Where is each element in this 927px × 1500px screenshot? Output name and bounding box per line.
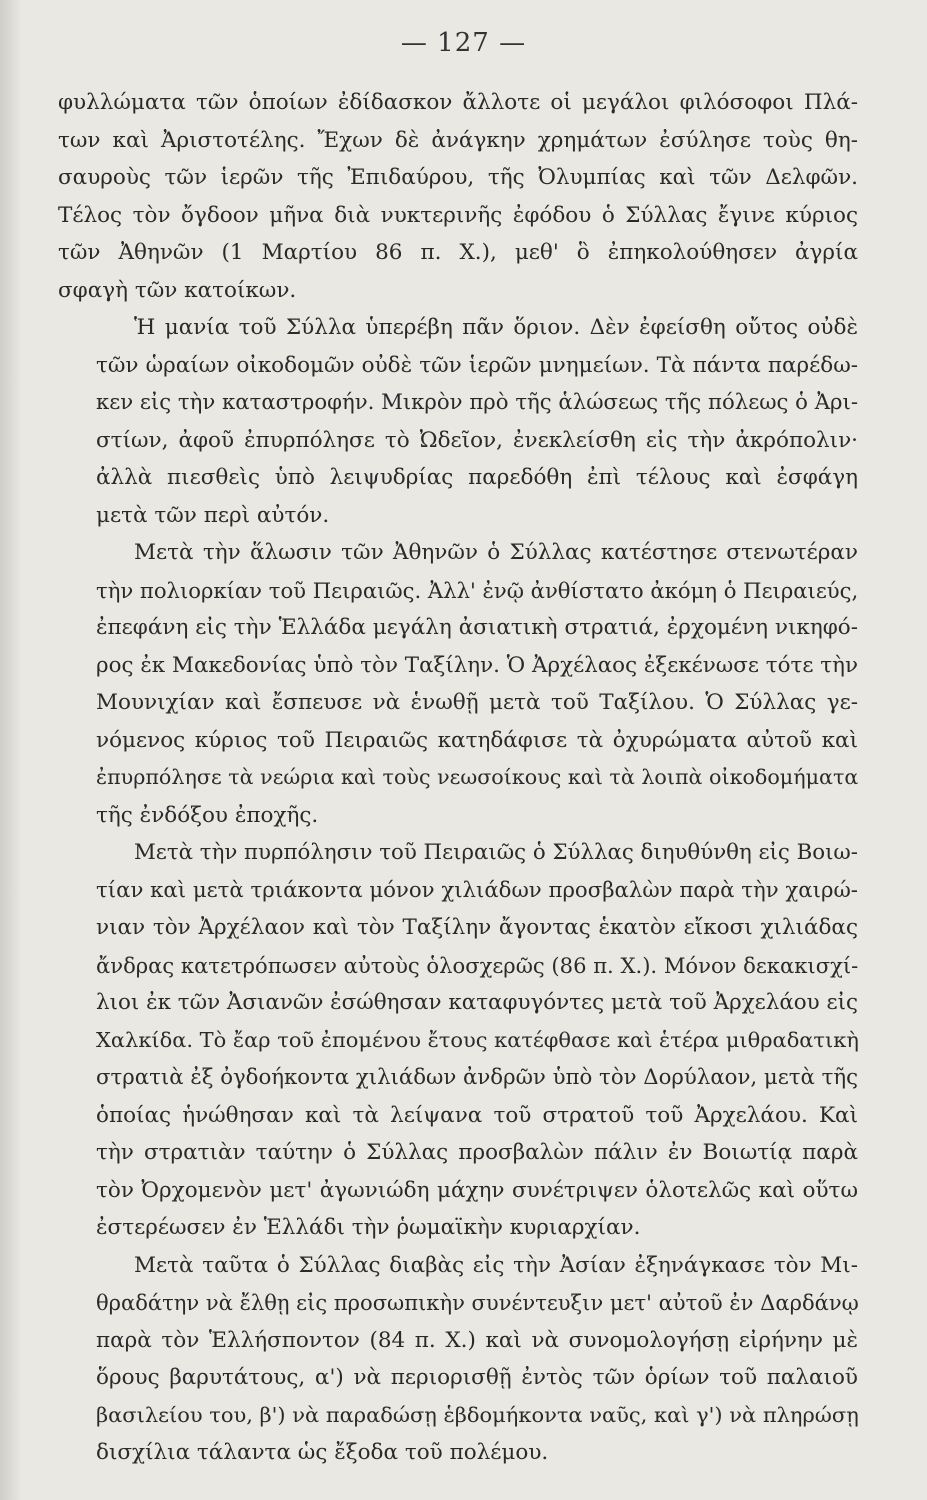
text-line: δισχίλια τάλαντα ὡς ἔξοδα τοῦ πολέμου.: [96, 1440, 549, 1465]
text-line: στρατιὰ ἐξ ὀγδοήκοντα χιλιάδων ἀνδρῶν ὑπὸ τὸν Δορύλαον, μετὰ τῆς: [96, 1065, 858, 1090]
text-line: παρὰ τὸν Ἑλλήσποντον (84 π. Χ.) καὶ νὰ συνομολογήσῃ εἰρήνην μὲ: [96, 1327, 858, 1353]
body-text: [58, 84, 858, 1472]
text-line: τὴν στρατιὰν ταύτην ὁ Σύλλας προσβαλὼν πάλιν ἐν Βοιωτίᾳ παρὰ: [96, 1140, 858, 1165]
text-line: Ἡ μανία τοῦ Σύλλα ὑπερέβη πᾶν ὅριον. Δὲν ἐφείσθη οὔτος οὐδὲ: [134, 315, 858, 340]
text-line: των καὶ Ἀριστοτέλης. Ἔχων δὲ ἀνάγκην χρημάτων ἐσύλησε τοὺς θη-: [58, 127, 858, 153]
paragraph: [58, 1247, 858, 1472]
text-line: ἐπυρπόλησε τὰ νεώρια καὶ τοὺς νεωσοίκους καὶ τὰ λοιπὰ οἰκοδομήματα: [96, 765, 859, 789]
paragraph: [58, 834, 858, 1247]
text-line: θραδάτην νὰ ἔλθῃ εἰς προσωπικὴν συνέντευξιν μετ' αὐτοῦ ἐν Δαρδάνῳ: [96, 1290, 859, 1315]
text-line: τῶν Ἀθηνῶν (1 Μαρτίου 86 π. Χ.), μεθ' ὃ ἐπηκολούθησεν ἀγρία: [58, 240, 858, 265]
page-number: — 127 —: [400, 28, 527, 58]
paragraph: [58, 309, 858, 534]
page-gutter-shadow: [0, 0, 22, 1500]
text-line: βασιλείου του, β') νὰ παραδώσῃ ἑβδομήκοντα ναῦς, καὶ γ') νὰ πληρώσῃ: [96, 1402, 859, 1427]
text-line: ὁποίας ἡνώθησαν καὶ τὰ λείψανα τοῦ στρατοῦ τοῦ Ἀρχελάου. Καὶ: [96, 1102, 858, 1128]
text-line: Μουνιχίαν καὶ ἔσπευσε νὰ ἑνωθῇ μετὰ τοῦ Ταξίλου. Ὁ Σύλλας γε-: [96, 690, 858, 715]
text-line: νιαν τὸν Ἀρχέλαον καὶ τὸν Ταξίλην ἄγοντας ἑκατὸν εἴκοσι χιλιάδας: [96, 915, 858, 940]
text-line: ὅρους βαρυτάτους, α') νὰ περιορισθῇ ἐντὸς τῶν ὁρίων τοῦ παλαιοῦ: [96, 1365, 858, 1390]
text-line: σαυροὺς τῶν ἱερῶν τῆς Ἐπιδαύρου, τῆς Ὀλυμπίας καὶ τῶν Δελφῶν.: [58, 165, 858, 190]
text-line: ἄνδρας κατετρόπωσεν αὐτοὺς ὁλοσχερῶς (86 π. Χ.). Μόνον δεκακισχί-: [96, 952, 859, 978]
text-line: Μετὰ τὴν πυρπόλησιν τοῦ Πειραιῶς ὁ Σύλλας διηυθύνθη εἰς Βοιω-: [134, 840, 858, 865]
text-line: ρος ἐκ Μακεδονίας ὑπὸ τὸν Ταξίλην. Ὁ Ἀρχέλαος ἐξεκένωσε τότε τὴν: [96, 652, 858, 678]
text-line: Μετὰ ταῦτα ὁ Σύλλας διαβὰς εἰς τὴν Ἀσίαν ἐξηνάγκασε τὸν Μι-: [134, 1252, 858, 1278]
text-line: κεν εἰς τὴν καταστροφήν. Μικρὸν πρὸ τῆς ἁλώσεως τῆς πόλεως ὁ Ἀρι-: [96, 390, 858, 415]
text-line: τῆς ἐνδόξου ἐποχῆς.: [96, 802, 319, 828]
text-line: λιοι ἐκ τῶν Ἀσιανῶν ἐσώθησαν καταφυγόντες μετὰ τοῦ Ἀρχελάου εἰς: [96, 990, 858, 1015]
text-line: μετὰ τῶν περὶ αὐτόν.: [96, 502, 330, 528]
text-line: Μετὰ τὴν ἅλωσιν τῶν Ἀθηνῶν ὁ Σύλλας κατέστησε στενωτέραν: [134, 540, 858, 565]
text-line: τίαν καὶ μετὰ τριάκοντα μόνον χιλιάδων προσβαλὼν παρὰ τὴν χαιρώ-: [96, 877, 858, 903]
text-line: ἐπεφάνη εἰς τὴν Ἑλλάδα μεγάλη ἀσιατικὴ στρατιά, ἐρχομένη νικηφό-: [96, 615, 858, 640]
text-line: φυλλώματα τῶν ὁποίων ἐδίδασκον ἄλλοτε οἱ μεγάλοι φιλόσοφοι Πλά-: [58, 90, 858, 115]
paragraph: [58, 534, 858, 834]
text-line: Τέλος τὸν ὄγδοον μῆνα διὰ νυκτερινῆς ἐφόδου ὁ Σύλλας ἔγινε κύριος: [58, 202, 858, 228]
text-line: Χαλκίδα. Τὸ ἔαρ τοῦ ἐπομένου ἔτους κατέφθασε καὶ ἑτέρα μιθραδατικὴ: [96, 1027, 859, 1052]
text-line: νόμενος κύριος τοῦ Πειραιῶς κατηδάφισε τὰ ὀχυρώματα αὐτοῦ καὶ: [96, 727, 858, 753]
text-line: τὸν Ὀρχομενὸν μετ' ἀγωνιώδη μάχην συνέτριψεν ὁλοτελῶς καὶ οὕτω: [96, 1177, 858, 1203]
text-line: στίων, ἀφοῦ ἐπυρπόλησε τὸ Ὠδεῖον, ἐνεκλείσθη εἰς τὴν ἀκρόπολιν·: [96, 427, 858, 453]
text-line: τὴν πολιορκίαν τοῦ Πειραιῶς. Ἀλλ' ἐνῷ ἀνθίστατο ἀκόμη ὁ Πειραιεύς,: [96, 577, 859, 603]
text-line: ἀλλὰ πιεσθεὶς ὑπὸ λειψυδρίας παρεδόθη ἐπὶ τέλους καὶ ἐσφάγη: [96, 465, 858, 490]
text-line: ἐστερέωσεν ἐν Ἑλλάδι τὴν ῥωμαϊκὴν κυριαρχίαν.: [96, 1215, 641, 1240]
text-line: σφαγὴ τῶν κατοίκων.: [58, 277, 297, 303]
paragraph: [58, 84, 858, 309]
text-line: τῶν ὡραίων οἰκοδομῶν οὐδὲ τῶν ἱερῶν μνημείων. Τὰ πάντα παρέδω-: [96, 352, 858, 378]
